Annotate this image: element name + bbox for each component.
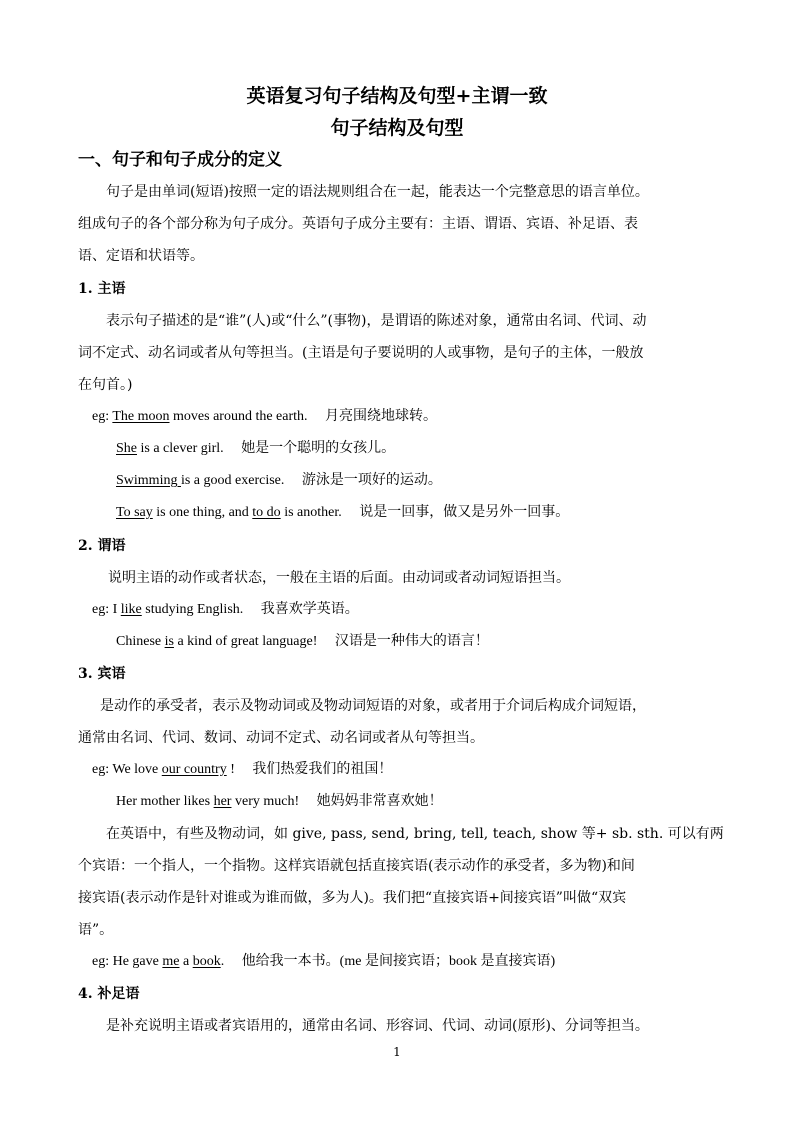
paragraph-line: 说明主语的动作或者状态，一般在主语的后面。由动词或者动词短语担当。 — [108, 570, 570, 586]
example-translation: 他给我一本书。(me 是间接宾语；book 是直接宾语) — [241, 954, 556, 969]
underlined-term: To say — [116, 505, 153, 520]
example-line — [116, 633, 489, 651]
example-text: ! — [226, 762, 235, 777]
example-text: a — [179, 954, 193, 969]
paragraph-line: 在句首。) — [78, 377, 133, 393]
subsection-heading-subject: 1. 主语 — [78, 281, 126, 297]
paragraph-line: 词不定式、动名词或者从句等担当。(主语是句子要说明的人或事物，是句子的主体，一般放 — [78, 345, 644, 361]
paragraph-line: 通常由名词、代词、数词、动词不定式、动名词或者从句等担当。 — [78, 730, 484, 746]
example-text: is a clever girl. — [137, 441, 224, 456]
underlined-term: She — [116, 441, 137, 456]
underlined-term: Swimming — [116, 473, 181, 488]
underlined-term: her — [213, 794, 232, 809]
example-line — [116, 472, 442, 490]
paragraph-line: 组成句子的各个部分称为句子成分。英语句子成分主要有：主语、谓语、宾语、补足语、表 — [78, 216, 638, 232]
underlined-term: me — [162, 954, 180, 969]
underlined-term: The moon — [112, 409, 170, 424]
example-text: very much! — [231, 794, 300, 809]
example-prefix: eg: We love — [92, 762, 162, 777]
example-line — [92, 953, 555, 971]
paragraph-line: 表示句子描述的是“谁”(人)或“什么”(事物)，是谓语的陈述对象，通常由名词、代词、动 — [106, 313, 647, 329]
example-text: . — [220, 954, 225, 969]
example-line — [116, 793, 443, 811]
example-line — [92, 601, 359, 619]
example-translation: 我喜欢学英语。 — [260, 602, 359, 617]
underlined-term: to do — [252, 505, 281, 520]
paragraph-line: 接宾语(表示动作是针对谁或为谁而做，多为人)。我们把“直接宾语+间接宾语”叫做“双宾 — [78, 890, 627, 906]
example-translation: 她妈妈非常喜欢她！ — [316, 794, 443, 809]
example-line — [116, 504, 569, 522]
document-subtitle: 句子结构及句型 — [330, 117, 464, 139]
example-text: moves around the earth. — [169, 409, 308, 424]
subsection-heading-predicate: 2. 谓语 — [78, 538, 126, 554]
subsection-heading-object: 3. 宾语 — [78, 666, 126, 682]
paragraph-line: 句子是由单词(短语)按照一定的语法规则组合在一起，能表达一个完整意思的语言单位。 — [106, 184, 649, 200]
example-line — [92, 761, 392, 779]
underlined-term: like — [120, 602, 142, 617]
example-text: Her mother likes — [116, 794, 214, 809]
example-line — [92, 408, 437, 426]
example-text: Chinese — [116, 634, 165, 649]
example-prefix: eg: I — [92, 602, 121, 617]
example-translation: 我们热爱我们的祖国！ — [252, 762, 393, 777]
example-text: a kind of great language! — [173, 634, 318, 649]
underlined-term: our country — [161, 762, 227, 777]
paragraph-line: 个宾语：一个指人，一个指物。这样宾语就包括直接宾语(表示动作的承受者，多为物)和间 — [78, 858, 635, 874]
section-heading: 一、句子和句子成分的定义 — [78, 150, 282, 170]
underlined-term: book — [192, 954, 221, 969]
page-number: 1 — [393, 1045, 401, 1059]
paragraph-line: 在英语中，有些及物动词，如 give, pass, send, bring, tell, teach, show 等+ sb. sth. 可以有两 — [106, 826, 724, 842]
example-translation: 说是一回事，做又是另外一回事。 — [359, 505, 570, 520]
example-prefix: eg: He gave — [92, 954, 163, 969]
paragraph-line: 是动作的承受者，表示及物动词或及物动词短语的对象，或者用于介词后构成介词短语， — [100, 698, 646, 714]
example-text: is a good exercise. — [180, 473, 285, 488]
example-text: is another. — [280, 505, 342, 520]
example-prefix: eg: — [92, 409, 113, 424]
example-text: is one thing, and — [152, 505, 253, 520]
example-line — [116, 440, 395, 458]
example-translation: 她是一个聪明的女孩儿。 — [241, 441, 396, 456]
example-translation: 月亮围绕地球转。 — [325, 409, 438, 424]
paragraph-line: 是补充说明主语或者宾语用的，通常由名词、形容词、代词、动词(原形)、分词等担当。 — [106, 1018, 649, 1034]
example-text: studying English. — [141, 602, 244, 617]
example-translation: 游泳是一项好的运动。 — [301, 473, 442, 488]
document-title: 英语复习句子结构及句型+主谓一致 — [246, 85, 548, 107]
underlined-term: is — [164, 634, 174, 649]
example-translation: 汉语是一种伟大的语言！ — [334, 634, 489, 649]
subsection-heading-complement: 4. 补足语 — [78, 986, 140, 1002]
paragraph-line: 语”。 — [78, 922, 114, 938]
paragraph-line: 语、定语和状语等。 — [78, 248, 204, 264]
